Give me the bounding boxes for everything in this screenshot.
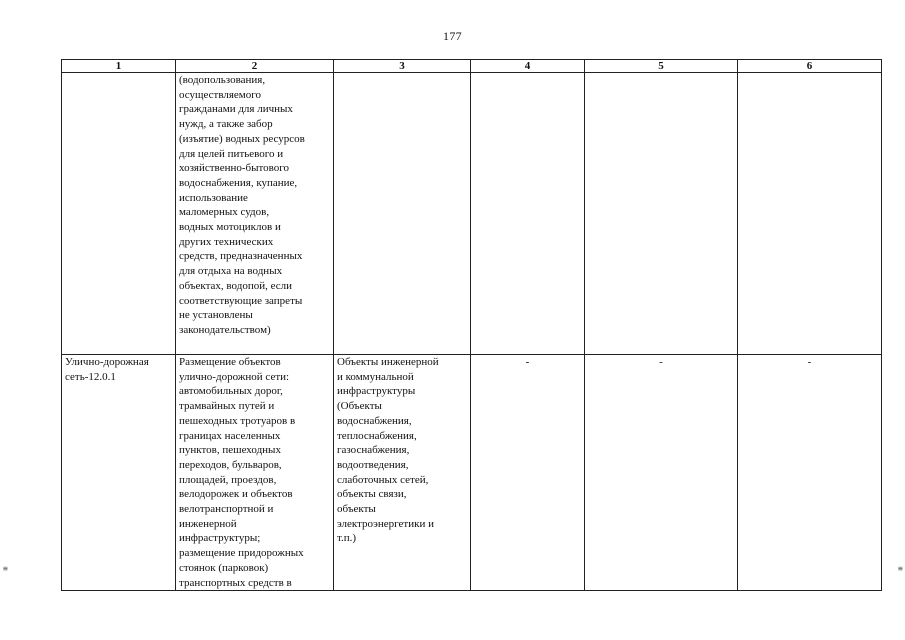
table-cell: -	[738, 355, 882, 591]
table-header-row	[62, 60, 882, 73]
table-cell	[334, 355, 471, 591]
column-header-1: 1	[62, 60, 176, 73]
binding-margin-mark: ≡	[3, 564, 8, 573]
table-row	[62, 355, 882, 591]
table-cell	[471, 73, 585, 355]
table-cell	[334, 73, 471, 355]
table-cell	[176, 73, 334, 355]
column-header-4: 4	[471, 60, 585, 73]
use-description: Размещение объектов улично-дорожной сети: автомобильных дорог, трамвайных путей и пешеходных тротуаров в границах населенных пунктов, пешеходных переходов, бульваров, площадей, проездов, велодорожек и объектов велотранспортной и инженерной инфраструктуры; размещение придорожных стоянок (парковок) транспортных средств в	[179, 356, 304, 589]
table-cell	[62, 355, 176, 591]
table-cell	[62, 73, 176, 355]
table-cell: -	[471, 355, 585, 591]
infrastructure-objects: Объекты инженерной и коммунальной инфраструктуры (Объекты водоснабжения, теплоснабжения, газоснабжения, водоотведения, слаботочных сетей, объекты связи, объекты электроэнергетики и т.п.)	[337, 356, 439, 545]
table-cell	[585, 73, 738, 355]
column-header-3: 3	[334, 60, 471, 73]
page-number: 177	[443, 29, 462, 43]
column-header-6: 6	[738, 60, 882, 73]
use-type-name: Улично-дорожная сеть-12.0.1	[65, 356, 149, 383]
binding-margin-mark: ≡	[898, 564, 903, 573]
column-header-2: 2	[176, 60, 334, 73]
table-row	[62, 73, 882, 355]
table-cell	[738, 73, 882, 355]
regulations-table	[61, 59, 882, 591]
use-description: (водопользования, осуществляемого гражданами для личных нужд, а также забор (изъятие) водных ресурсов для целей питьевого и хозяйственно-бытового водоснабжения, купание, использование маломерных судов, водных мотоциклов и других технических средств, предназначенных для отдыха на водных объектах, водопой, если соответствующие запреты не установлены законодательством)	[179, 74, 305, 336]
table-cell	[176, 355, 334, 591]
column-header-5: 5	[585, 60, 738, 73]
table-cell: -	[585, 355, 738, 591]
